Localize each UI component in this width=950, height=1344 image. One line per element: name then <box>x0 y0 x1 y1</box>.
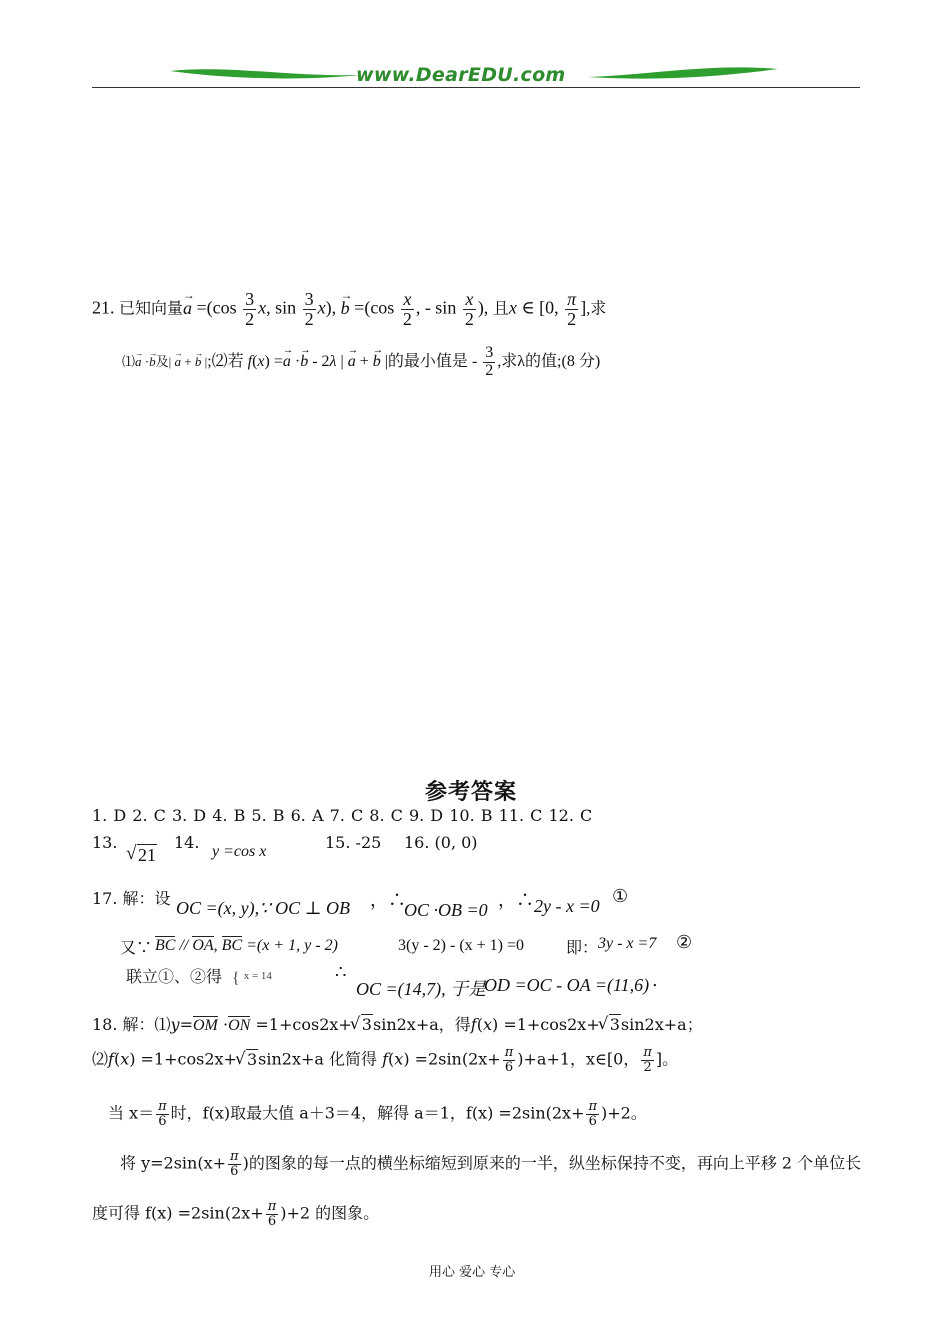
q18-line2-e: ]。 <box>655 1049 679 1069</box>
q18-line2-a: =1+cos2x+ <box>140 1049 237 1069</box>
q17-line2-b: 即： <box>566 938 599 957</box>
q13-value: √ 21 <box>128 845 157 866</box>
fraction: $\frac{x}{2}$ <box>402 289 412 329</box>
banner-swoosh-left <box>170 69 360 78</box>
fraction: $\frac{\pi}{6}$ <box>267 1199 277 1229</box>
q16-answer: 16. (0, 0) <box>404 833 478 852</box>
vector-a: → a <box>174 354 181 370</box>
q17-line3-b: OD =OC - OA =(11,6) <box>484 975 650 995</box>
q21-line2: ⑴→ a ·→ b及| → a + → b |;⑵若 f(x) =→ a ·→ b - 2λ | → a + → b |的最小值是 - $\frac{3}{2}$ ,求λ的值;(8 分) <box>122 345 600 380</box>
answers-title: 参考答案 <box>425 780 518 805</box>
header-rule <box>92 87 860 88</box>
q21-part2-label: ;⑵若 <box>207 352 244 370</box>
q21-line1: 21. 已知向量→ a =(cos $\frac{3}{2}$ x, sin $\frac{3}{2}$ x), → b =(cos $\frac{x}{2}$ , - sin $\frac{x}{2}$ ), 且x ∈ [0, $\frac{\pi}{2}$ ],求 <box>92 290 606 329</box>
q21-number: 21. <box>92 297 115 318</box>
q21-part1-text: 及 <box>155 353 169 369</box>
sqrt3: √ 3 <box>352 1015 373 1034</box>
q18-line2-label: ⑵ <box>92 1049 109 1069</box>
q18-line3-c: )+2。 <box>601 1103 647 1123</box>
q17-therefore: ∴ <box>335 962 347 983</box>
q17-line3-a: OC =(14,7), 于是 <box>356 979 487 999</box>
fraction: $\frac{3}{2}$ <box>304 289 314 329</box>
vector-a: → a <box>348 353 356 371</box>
vector-b: → b <box>373 353 381 371</box>
q21-ask: ,求 <box>586 300 607 318</box>
vector-a: → a <box>183 298 192 319</box>
q18-line4-a: 将 y=2sin(x+ <box>120 1153 227 1173</box>
q18-line2-d: )+a+1，x∈[0， <box>517 1049 640 1069</box>
q18-line3-b: 时，f(x)取最大值 a＋3＝4，解得 a＝1，f(x) =2sin(2x+ <box>170 1103 585 1123</box>
q17-label: 17. 解：设 <box>92 889 171 908</box>
q18-line5-b: )+2 的图象。 <box>280 1203 380 1223</box>
q17-line1-c: 2y - x =0 <box>534 896 600 916</box>
site-logo: www.DearEDU.com <box>356 64 566 86</box>
fraction: $\frac{\pi}{6}$ <box>158 1099 167 1129</box>
vec-om: OM <box>193 1017 218 1034</box>
fraction: $\frac{\pi}{2}$ <box>567 289 577 329</box>
q18-line1-label: 18. 解：⑴ <box>92 1015 171 1034</box>
q21-part2-end: ,求λ的值; <box>497 352 562 370</box>
q18-line5-a: 度可得 f(x) =2sin(2x+ <box>92 1203 264 1223</box>
vector-a: → a <box>283 353 291 371</box>
q21-intro: 已知向量 <box>119 298 184 318</box>
q18-line4-b: )的图象的每一点的横坐标缩短到原来的一半，纵坐标保持不变，再向上平移 2 个单位长 <box>242 1153 862 1173</box>
vec-on: ON <box>228 1017 251 1034</box>
q18-line2-c: =2sin(2x+ <box>414 1049 501 1069</box>
banner-swoosh-right <box>588 67 778 78</box>
q17-line2-a: 3(y - 2) - (x + 1) =0 <box>398 937 525 954</box>
fraction: $\frac{\pi}{6}$ <box>504 1045 514 1075</box>
q17-system-brace: { $^{x = 14}$ <box>232 970 272 987</box>
q17-line1-b: OC ·OB =0 <box>404 900 488 920</box>
q17-comma1: ，∴ <box>370 890 406 911</box>
vector-b: → b <box>195 354 202 370</box>
q18-line1-b: sin2x+a，得 <box>372 1015 471 1034</box>
q21-score: (8 分) <box>561 352 601 370</box>
q15-answer: 15. -25 <box>325 833 382 852</box>
q17-circle1: ① <box>612 886 629 907</box>
fraction: $\frac{\pi}{6}$ <box>230 1149 239 1179</box>
vector-b: → b <box>341 298 350 319</box>
choice-answers: 1. D 2. C 3. D 4. B 5. B 6. A 7. C 8. C 9. D 10. B 11. C 12. C <box>92 806 593 825</box>
sqrt3: √ 3 <box>237 1050 258 1069</box>
q17-circle2: ② <box>676 932 693 953</box>
q14-label: 14. <box>174 833 200 852</box>
q17-period: . <box>652 970 658 991</box>
vector-a: → a <box>135 354 142 370</box>
q17-line3-label: 联立①、②得 <box>126 967 223 986</box>
fraction: $\frac{x}{2}$ <box>464 289 474 329</box>
q18-line1-d: sin2x+a； <box>620 1015 703 1034</box>
q18-line1: 18. 解：⑴y=OM ·ON =1+cos2x+√ 3sin2x+a，得f(x) =1+cos2x+√ 3sin2x+a； <box>92 1012 703 1035</box>
q18-line3 <box>108 1100 647 1128</box>
fraction: $\frac{3}{2}$ <box>485 344 494 379</box>
page-footer: 用心 爱心 专心 <box>429 1265 516 1280</box>
q18-line2-b: sin2x+a 化简得 <box>258 1049 378 1069</box>
fraction: $\frac{\pi}{6}$ <box>588 1099 598 1129</box>
q17-line2-label: 又∵ <box>120 938 153 957</box>
q18-line1-c: =1+cos2x+ <box>503 1015 600 1034</box>
q21-part1-label: ⑴ <box>122 353 136 369</box>
q17-vec-eq: BC // OA, BC =(x + 1, y - 2) <box>155 937 338 954</box>
vector-b: → b <box>300 353 308 371</box>
vector-b: → b <box>149 354 156 370</box>
fraction: $\frac{\pi}{2}$ <box>643 1045 652 1075</box>
q18-line5 <box>92 1200 379 1228</box>
q18-line2: ⑵f(x) =1+cos2x+√ 3sin2x+a 化简得 f(x) =2sin(2x+ $\frac{\pi}{6}$ )+a+1，x∈[0， $\frac{\pi}{2}$ ]。 <box>92 1046 678 1074</box>
q17-line2-c: 3y - x =7 <box>598 935 657 952</box>
q17-line1-a: OC =(x, y),∵ OC ⊥ OB <box>176 898 350 918</box>
q17-comma2: ，∴ <box>498 890 534 911</box>
q18-line4 <box>120 1150 861 1178</box>
q14-value: y =cos x <box>212 843 267 860</box>
q18-line3-a: 当 x＝ <box>108 1103 155 1123</box>
q18-line1-a: =1+cos2x+ <box>255 1015 352 1034</box>
q21-also: 且 <box>492 300 509 318</box>
fraction: $\frac{3}{2}$ <box>245 289 255 329</box>
sqrt3: √ 3 <box>600 1015 621 1034</box>
q21-part2-text: 的最小值是 <box>387 352 468 370</box>
q13-label: 13. <box>92 833 118 852</box>
